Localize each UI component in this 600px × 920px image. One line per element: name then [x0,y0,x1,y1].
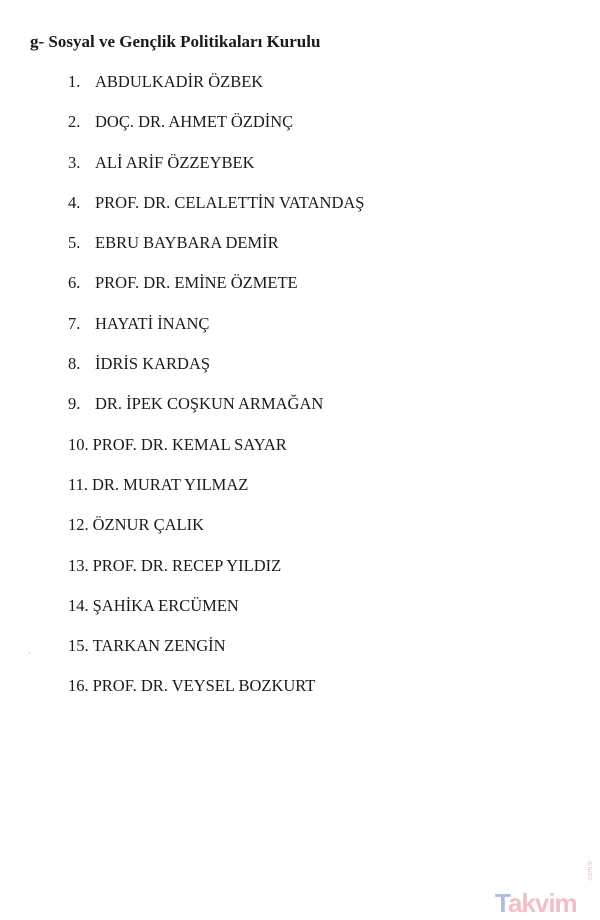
list-item [68,72,364,112]
item-number: 15. [68,636,89,656]
list-item [68,193,364,233]
watermark-text: akvim [507,888,577,918]
watermark-letter: T [495,888,508,918]
list-item [68,153,364,193]
member-name: PROF. DR. KEMAL SAYAR [92,434,287,454]
item-number: 9. [68,394,81,414]
member-name: DOÇ. DR. AHMET ÖZDİNÇ [95,112,294,132]
item-number: 2. [68,112,81,132]
item-number: 3. [68,152,81,172]
item-number: 14. [68,595,89,615]
member-name: İDRİS KARDAŞ [95,354,211,374]
list-item [68,515,364,555]
list-item [68,556,364,596]
list-item [68,676,364,716]
scan-speck [29,652,30,654]
takvim-watermark-logo [495,888,577,919]
item-number: 8. [68,354,81,374]
item-number: 11. [68,474,89,494]
member-name: PROF. DR. CELALETTİN VATANDAŞ [95,192,365,212]
list-item [68,273,364,313]
item-number: 16. [68,676,89,696]
item-number: 1. [68,72,81,91]
member-name: DR. MURAT YILMAZ [92,474,249,494]
item-number: 7. [68,313,81,333]
member-name: ÖZNUR ÇALIK [92,515,204,535]
member-name: PROF. DR. RECEP YILDIZ [92,555,282,575]
member-name: PROF. DR. EMİNE ÖZMETE [95,273,298,293]
member-name: ALİ ARİF ÖZZEYBEK [95,152,255,172]
item-number: 5. [68,233,81,253]
watermark-domain: .com.tr [587,860,594,882]
list-item [68,475,364,515]
item-number: 13. [68,555,89,575]
list-item [68,112,364,152]
section-heading: g- Sosyal ve Gençlik Politikaları Kurulu [30,32,321,51]
member-name: EBRU BAYBARA DEMİR [95,233,279,253]
item-number: 10. [68,434,89,454]
list-item [68,314,364,354]
list-item [68,596,364,636]
member-name: TARKAN ZENGİN [92,636,226,656]
item-number: 6. [68,273,81,293]
member-name: PROF. DR. VEYSEL BOZKURT [92,676,316,696]
member-list [68,72,364,717]
list-item [68,233,364,273]
member-name: ABDULKADİR ÖZBEK [95,72,264,91]
list-item [68,354,364,394]
item-number: 4. [68,192,81,212]
member-name: HAYATİ İNANÇ [95,313,210,333]
list-item [68,636,364,676]
list-item [68,394,364,434]
item-number: 12. [68,515,89,535]
list-item [68,435,364,475]
member-name: DR. İPEK COŞKUN ARMAĞAN [95,394,324,414]
member-name: ŞAHİKA ERCÜMEN [92,595,239,615]
